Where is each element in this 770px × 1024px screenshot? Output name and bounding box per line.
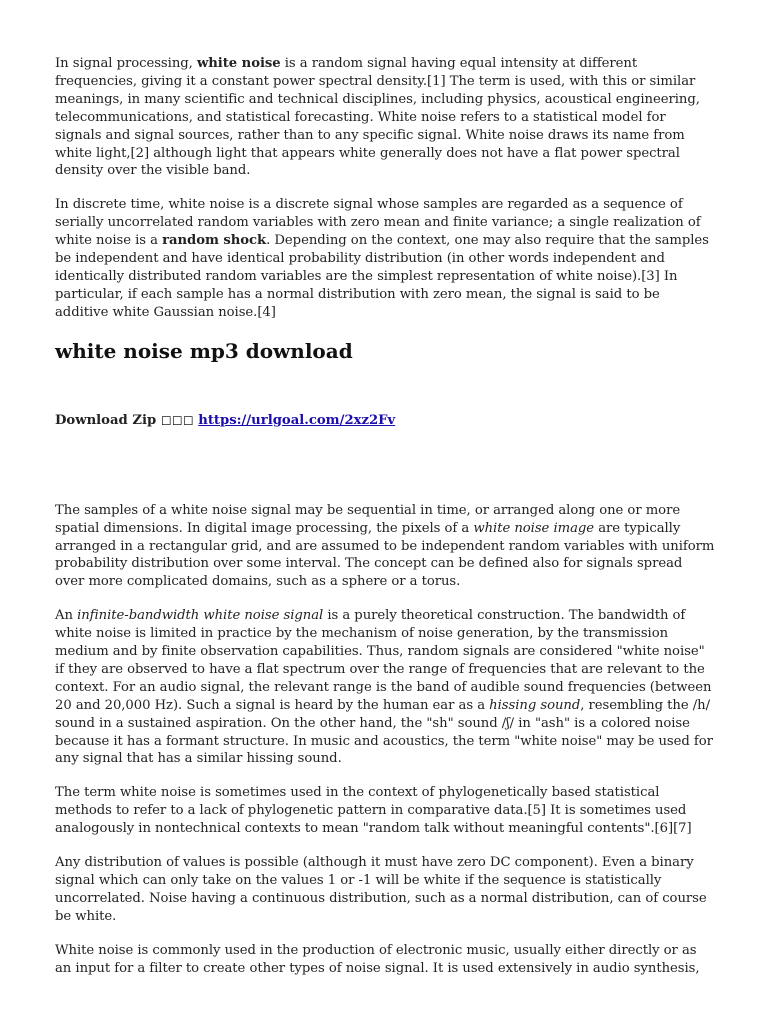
section-heading: white noise mp3 download	[55, 338, 353, 363]
paragraph-text: , resembling the /h/ sound in a sustained aspiration. On the other hand, the "sh" sound /ʃ/ in "ash" is a colored noise because it has a formant structure. In music and acoustics, the term "white noise" may be used for any signal that has a similar hissing sound.	[55, 697, 713, 767]
bold-term-white-noise: white noise	[196, 56, 281, 71]
italic-term-infinite-bandwidth: infinite-bandwidth white noise signal	[77, 608, 324, 624]
paragraph-bandwidth	[55, 607, 715, 768]
download-line	[55, 412, 715, 430]
download-link[interactable]: https://urlgoal.com/2xz2Fv	[198, 412, 396, 428]
italic-term-white-noise-image: white noise image	[473, 520, 595, 536]
paragraph-samples	[55, 502, 715, 592]
bold-term-random-shock: random shock	[162, 233, 267, 249]
download-label: Download Zip	[55, 412, 157, 428]
paragraph-distribution: Any distribution of values is possible (although it must have zero DC component). Even a binary signal which can only take on the values 1 or -1 will be white if the sequence is statistically uncorrelated. Noise having a continuous distribution, such as a normal distribution, can of course be white.	[55, 855, 707, 924]
paragraph-phylogenetic: The term white noise is sometimes used in the context of phylogenetically based statistical methods to refer to a lack of phylogenetic pattern in comparative data.[5] It is sometimes used analogously in nontechnical contexts to mean "random talk without meaningful contents".[6][7]	[55, 785, 692, 837]
paragraph-text: The samples of a white noise signal may be sequential in time, or arranged along one or more spatial dimensions. In digital image processing, the pixels of a	[55, 502, 681, 536]
paragraph-text: are typically arranged in a rectangular grid, and are assumed to be independent random variables with uniform probability distribution over some interval. The concept can be defined also for signals spread over more complicated domains, such as a sphere or a torus.	[55, 520, 715, 590]
arrow-glyphs: ◻◻◻	[160, 412, 194, 428]
paragraph-intro	[55, 55, 715, 180]
paragraph-discrete-time	[55, 196, 715, 321]
italic-term-hissing-sound: hissing sound	[489, 697, 581, 713]
paragraph-text: is a purely theoretical construction. The bandwidth of white noise is limited in practice by the mechanism of noise generation, by the transmission medium and by finite observation capabilities. Thus, random signals are considered "white noise" if they are observed to have a flat spectrum over the range of frequencies that are relevant to the context. For an audio signal, the relevant range is the band of audible sound frequencies (between 20 and 20,000 Hz). Such a signal is heard by the human ear as a	[55, 608, 712, 713]
paragraph-text: An	[55, 608, 78, 624]
paragraph-text: In discrete time, white noise is a discrete signal whose samples are regarded as a sequence of serially uncorrelated random variables with zero mean and finite variance; a single realization of white noise is a	[55, 197, 701, 249]
paragraph-text: is a random signal having equal intensity at different frequencies, giving it a constant power spectral density.[1] The term is used, with this or similar meanings, in many scientific and technical disciplines, including physics, acoustical engineering, telecommunications, and statistical forecasting. White noise refers to a statistical model for signals and signal sources, rather than to any specific signal. White noise draws its name from white light,[2] although light that appears white generally does not have a flat power spectral density over the visible band.	[55, 56, 700, 179]
paragraph-text: In signal processing,	[55, 56, 197, 71]
paragraph-text: . Depending on the context, one may also require that the samples be independent and have identical probability distribution (in other words independent and identically distributed random variables are the simplest representation of white noise).[3] In particular, if each sample has a normal distribution with zero mean, the signal is said to be additive white Gaussian noise.[4]	[55, 233, 709, 320]
paragraph-music: White noise is commonly used in the production of electronic music, usually either directly or as an input for a filter to create other types of noise signal. It is used extensively in audio synthesis,	[55, 942, 700, 976]
